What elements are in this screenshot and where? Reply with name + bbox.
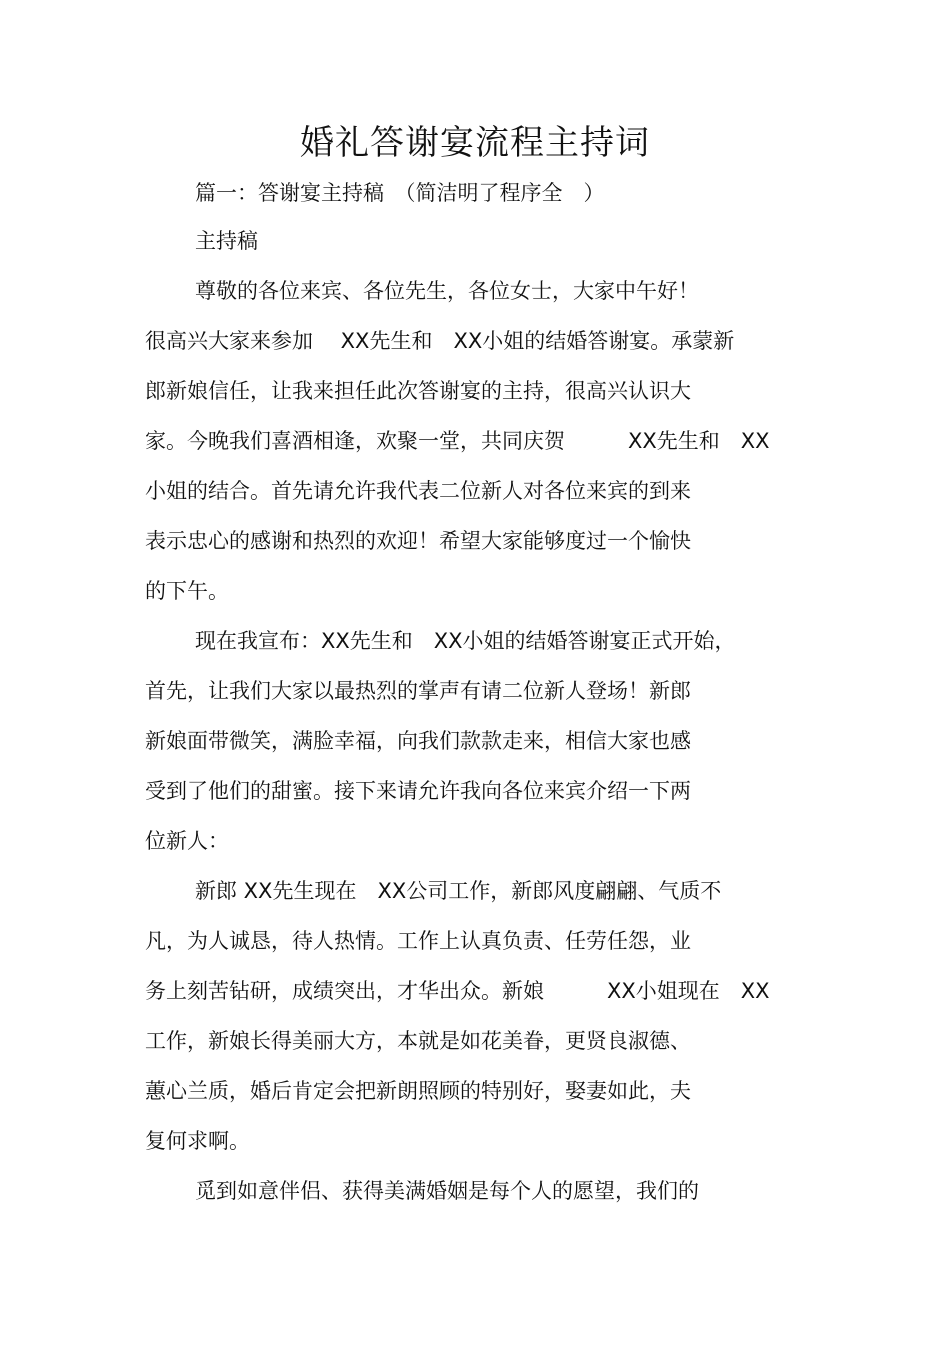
paragraph-line: 郎新娘信任，让我来担任此次答谢宴的主持，很高兴认识大 [145, 379, 691, 403]
paragraph-line: 位新人： [145, 829, 229, 853]
paragraph-line: 新娘面带微笑，满脸幸福，向我们款款走来，相信大家也感 [145, 729, 691, 753]
paragraph-line: 现在我宣布：XX先生和 XX小姐的结婚答谢宴正式开始， [195, 629, 736, 653]
paragraph-line: 觅到如意伴侣、获得美满婚姻是每个人的愿望，我们的 [195, 1179, 699, 1203]
paragraph-line: 首先，让我们大家以最热烈的掌声有请二位新人登场！新郎 [145, 679, 691, 703]
section-label: 主持稿 [195, 229, 258, 253]
paragraph-line: 尊敬的各位来宾、各位先生，各位女士，大家中午好！ [195, 279, 699, 303]
paragraph-line: 复何求啊。 [145, 1129, 250, 1153]
paragraph-line: 的下午。 [145, 579, 229, 603]
paragraph-line: 表示忠心的感谢和热烈的欢迎！希望大家能够度过一个愉快 [145, 529, 691, 553]
document-subtitle: 篇一：答谢宴主持稿 （简洁明了程序全 ） [195, 181, 605, 205]
paragraph-line: 家。今晚我们喜酒相逢，欢聚一堂，共同庆贺 XX先生和 XX [145, 429, 770, 453]
paragraph-line: 蕙心兰质，婚后肯定会把新朗照顾的特别好，娶妻如此，夫 [145, 1079, 691, 1103]
paragraph-line: 新郎 XX先生现在 XX公司工作，新郎风度翩翩、气质不 [195, 879, 722, 903]
paragraph-line: 小姐的结合。首先请允许我代表二位新人对各位来宾的到来 [145, 479, 691, 503]
paragraph-line: 很高兴大家来参加 XX先生和 XX小姐的结婚答谢宴。承蒙新 [145, 329, 735, 353]
document-title: 婚礼答谢宴流程主持词 [300, 123, 650, 163]
paragraph-line: 凡，为人诚恳，待人热情。工作上认真负责、任劳任怨，业 [145, 929, 691, 953]
paragraph-line: 务上刻苦钻研，成绩突出，才华出众。新娘 XX小姐现在 XX [145, 979, 770, 1003]
paragraph-line: 工作，新娘长得美丽大方，本就是如花美眷，更贤良淑德、 [145, 1029, 691, 1053]
paragraph-line: 受到了他们的甜蜜。接下来请允许我向各位来宾介绍一下两 [145, 779, 691, 803]
